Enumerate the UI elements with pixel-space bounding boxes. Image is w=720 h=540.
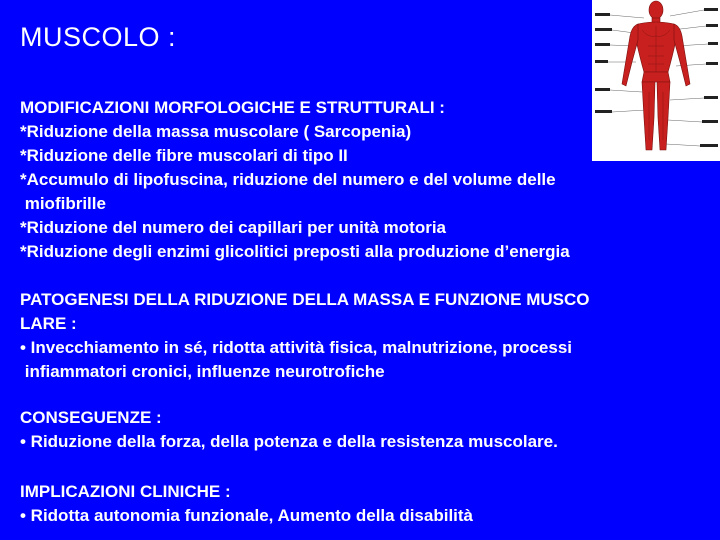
list-item: • Invecchiamento in sé, ridotta attività fisica, malnutrizione, processi: [20, 338, 572, 357]
section-consequences: [20, 406, 558, 454]
list-item: *Riduzione degli enzimi glicolitici preposti alla produzione d’energia: [20, 242, 570, 261]
list-item: *Riduzione delle fibre muscolari di tipo II: [20, 146, 348, 165]
list-item: *Riduzione della massa muscolare ( Sarcopenia): [20, 122, 412, 141]
list-item: • Riduzione della forza, della potenza e della resistenza muscolare.: [20, 432, 558, 451]
section-pathogenesis: [20, 288, 590, 384]
slide-title: MUSCOLO :: [20, 22, 177, 52]
section-heading: IMPLICAZIONI CLINICHE :: [20, 482, 231, 501]
list-item: *Riduzione del numero dei capillari per unità motoria: [20, 218, 447, 237]
section-clinical-implications: [20, 480, 473, 528]
section-heading: MODIFICAZIONI MORFOLOGICHE E STRUTTURALI :: [20, 98, 445, 117]
section-heading: CONSEGUENZE :: [20, 408, 162, 427]
list-item: • Ridotta autonomia funzionale, Aumento della disabilità: [20, 506, 474, 525]
list-item-continuation: infiammatori cronici, influenze neurotrofiche: [20, 362, 385, 381]
list-item: *Accumulo di lipofuscina, riduzione del numero e del volume delle: [20, 170, 556, 189]
muscle-anatomy-icon: [592, 0, 720, 161]
section-heading-continuation: LARE :: [20, 314, 77, 333]
muscular-system-figure: [592, 0, 720, 161]
section-heading: PATOGENESI DELLA RIDUZIONE DELLA MASSA E FUNZIONE MUSCO: [20, 290, 590, 309]
section-morphological-changes: [20, 96, 570, 264]
list-item-continuation: miofibrille: [20, 194, 106, 213]
